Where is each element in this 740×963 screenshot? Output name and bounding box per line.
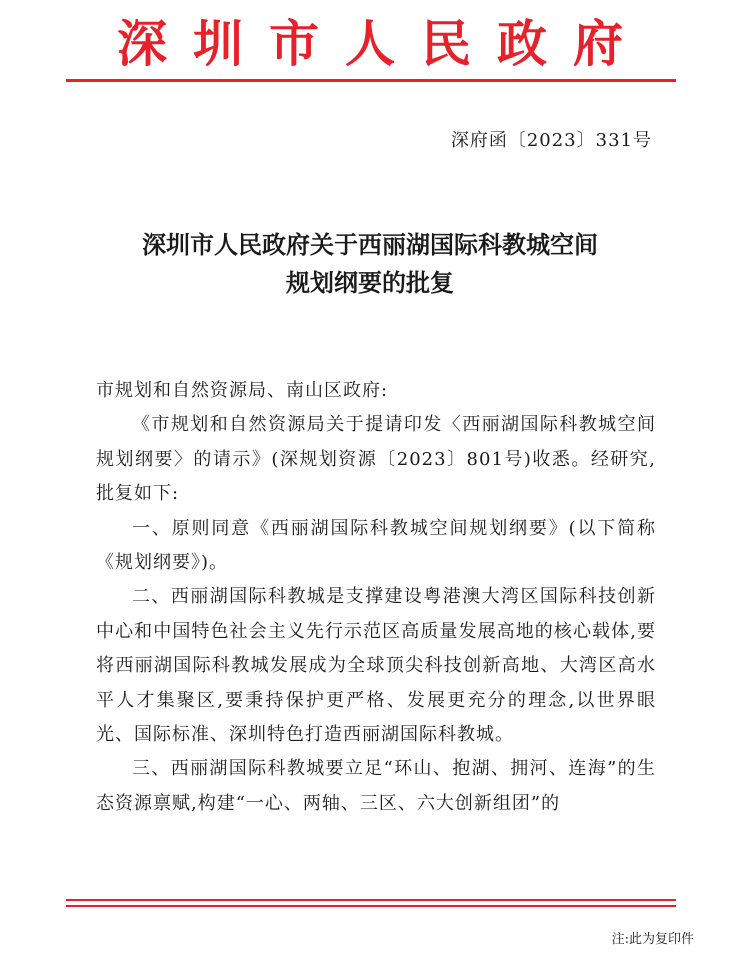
document-body [96,374,656,821]
paragraph-1: 《市规划和自然资源局关于提请印发〈西丽湖国际科教城空间规划纲要〉的请示》(深规划资源〔2023〕801号)收悉。经研究,批复如下: [96,414,656,505]
addressee: 市规划和自然资源局、南山区政府: [96,380,389,401]
paragraph-2: 一、原则同意《西丽湖国际科教城空间规划纲要》(以下简称《规划纲要》)。 [96,517,656,574]
paragraph-3: 二、西丽湖国际科教城是支撑建设粤港澳大湾区国际科技创新中心和中国特色社会主义先行示范区高质量发展高地的核心载体,要将西丽湖国际科教城发展成为全球顶尖科技创新高地、大湾区高水平人才集聚区,要秉持保护更严格、发展更充分的理念,以世界眼光、国际标准、深圳特色打造西丽湖国际科教城。 [96,586,656,746]
document-title [80,226,660,302]
title-line-1: 深圳市人民政府关于西丽湖国际科教城空间 [142,230,598,259]
red-rule-top [66,79,676,82]
red-rule-bottom-2 [66,905,676,907]
paragraph-4: 三、西丽湖国际科教城要立足“环山、抱湖、拥河、连海”的生态资源禀赋,构建“一心、两轴、三区、六大创新组团”的 [96,758,656,814]
red-rule-bottom-1 [66,899,676,901]
photocopy-note: 注:此为复印件 [611,932,694,947]
document-number: 深府函〔2023〕331号 [450,130,652,151]
title-line-2: 规划纲要的批复 [286,268,454,297]
masthead: 深圳市人民政府 [117,14,649,73]
